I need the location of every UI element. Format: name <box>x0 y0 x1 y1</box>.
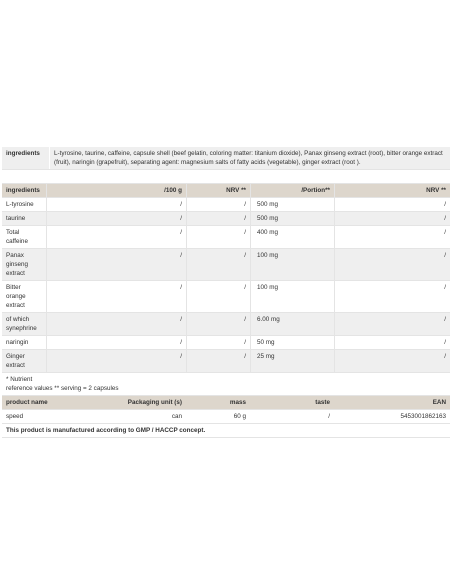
table-row <box>2 281 450 313</box>
row-nrv-portion: / <box>334 212 450 225</box>
row-per-100g: / <box>46 249 186 280</box>
row-per-portion: 25 mg <box>250 350 334 372</box>
row-nrv-portion: / <box>334 249 450 280</box>
row-nrv: / <box>186 249 250 280</box>
row-nrv: / <box>186 198 250 211</box>
table-row <box>2 212 450 226</box>
row-name: Bitter orange extract <box>6 284 26 309</box>
row-name: L-tyrosine <box>6 201 34 208</box>
row-name: Ginger extract <box>6 353 25 369</box>
packaging-row <box>2 410 450 424</box>
row-per-100g: / <box>46 336 186 349</box>
ingredients-text: L-tyrosine, taurine, caffeine, capsule shell (beef gelatin, coloring matter: titanium dioxide), Panax ginseng extract (root), bitter orange extract (fruit), naringin (grapefruit), separating agent: magnesium salts of fatty acids (vegetable), ginger extract (root ). <box>54 150 443 166</box>
row-nrv-portion: / <box>334 281 450 312</box>
row-per-portion: 100 mg <box>250 249 334 280</box>
table-row <box>2 198 450 212</box>
header-taste: taste <box>315 399 330 406</box>
table-spacer <box>2 170 450 184</box>
row-name: taurine <box>6 215 26 222</box>
table-row <box>2 336 450 350</box>
product-name: speed <box>6 413 24 420</box>
row-nrv: / <box>186 226 250 248</box>
row-per-100g: / <box>46 198 186 211</box>
row-nrv-portion: / <box>334 198 450 211</box>
header-packaging-unit: Packaging unit (s) <box>127 399 182 406</box>
header-per-portion: /Portion** <box>250 184 334 197</box>
row-nrv: / <box>186 350 250 372</box>
row-per-100g: / <box>46 226 186 248</box>
row-per-100g: / <box>46 281 186 312</box>
header-per-100g: /100 g <box>46 184 186 197</box>
table-row <box>2 249 450 281</box>
manufacturing-note: This product is manufactured according to GMP / HACCP concept. <box>2 424 450 438</box>
note-line-2: reference values ** serving = 2 capsules <box>6 385 119 392</box>
nutrient-note <box>2 373 450 396</box>
nutrition-header-row <box>2 184 450 198</box>
packaging-header-row <box>2 396 450 410</box>
row-nrv-portion: / <box>334 350 450 372</box>
product-info-sheet <box>2 147 450 438</box>
row-per-100g: / <box>46 350 186 372</box>
taste: / <box>328 413 330 420</box>
note-line-1: * Nutrient <box>6 376 33 383</box>
row-nrv: / <box>186 336 250 349</box>
ean: 5453001862163 <box>400 413 446 420</box>
row-nrv: / <box>186 212 250 225</box>
header-product-name: product name <box>6 399 48 406</box>
row-name: of which synephrine <box>6 316 37 332</box>
header-nrv: NRV ** <box>186 184 250 197</box>
row-per-portion: 50 mg <box>250 336 334 349</box>
header-ingredients: ingredients <box>6 187 40 194</box>
packaging-unit: can <box>171 413 182 420</box>
row-name: Panax ginseng extract <box>6 252 29 277</box>
table-row <box>2 226 450 249</box>
row-nrv-portion: / <box>334 226 450 248</box>
header-nrv-portion: NRV ** <box>334 184 450 197</box>
row-per-100g: / <box>46 212 186 225</box>
ingredients-label: ingredients <box>2 147 50 169</box>
row-per-portion: 400 mg <box>250 226 334 248</box>
row-name: naringin <box>6 339 29 346</box>
table-row <box>2 350 450 373</box>
row-nrv-portion: / <box>334 336 450 349</box>
row-nrv: / <box>186 313 250 335</box>
row-per-portion: 500 mg <box>250 198 334 211</box>
table-row <box>2 313 450 336</box>
row-nrv: / <box>186 281 250 312</box>
row-nrv-portion: / <box>334 313 450 335</box>
row-per-portion: 500 mg <box>250 212 334 225</box>
row-per-portion: 100 mg <box>250 281 334 312</box>
row-per-portion: 6.00 mg <box>250 313 334 335</box>
row-name: Total caffeine <box>6 229 28 245</box>
row-per-100g: / <box>46 313 186 335</box>
mass: 60 g <box>233 413 246 420</box>
ingredients-row <box>2 147 450 170</box>
header-mass: mass <box>229 399 246 406</box>
header-ean: EAN <box>432 399 446 406</box>
